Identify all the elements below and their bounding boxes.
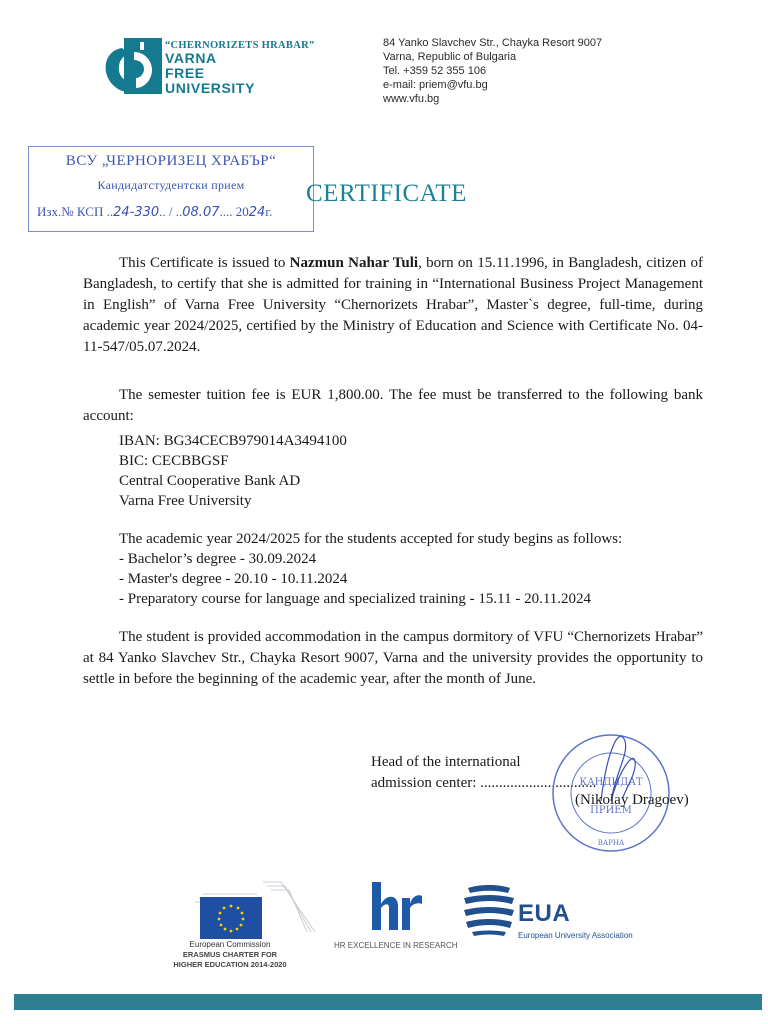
footer-bar xyxy=(14,994,762,1010)
stamp-line2: Кандидатстудентски прием xyxy=(97,178,245,192)
hr-excellence-logo-icon xyxy=(362,878,422,934)
university-name-small: “CHERNORIZETS HRABAR” xyxy=(165,40,315,51)
bank-iban: IBAN: BG34CECB979014A3494100 xyxy=(119,433,347,449)
paragraph1-before: This Certificate is issued to xyxy=(119,255,290,271)
paragraph1-after: , born on 15.11.1996, in Bangladesh, citizen of Bangladesh, to certify that she is admitted for training in “International Business Project Management in English” of Varna Free University “Chernorizets Hrabar”, Master`s degree, full-time, during academic year 2024/2025, certified by the Ministry of Education and Science with Certificate No. 04-11-547/05.07.2024. xyxy=(83,255,704,355)
accommodation-text: The student is provided accommodation in the campus dormitory of VFU “Chernorizets Hrabar” at 84 Yanko Slavchev Str., Chayka Resort 9007, Varna and the university provides the opportunity to settle in before the beginning of the academic year, after the month of June. xyxy=(83,629,703,687)
eua-logo-icon xyxy=(462,882,516,938)
stamp-date: 08.07 xyxy=(182,205,220,220)
ec-name: European Commission xyxy=(189,940,271,949)
registration-stamp xyxy=(28,146,314,232)
eu-flag-icon xyxy=(200,897,262,939)
stamp-year-suffix: г. xyxy=(265,204,273,219)
stamp-line1: ВСУ „ЧЕРНОРИЗЕЦ ХРАБЪР“ xyxy=(65,153,277,169)
contact-phone: Tel. +359 52 355 106 xyxy=(383,65,487,77)
tuition-paragraph xyxy=(83,385,703,427)
signature-label-line1: Head of the international xyxy=(371,754,521,770)
bank-bic: BIC: CECBBGSF xyxy=(119,453,229,469)
round-stamp-mid: ПРИЕМ xyxy=(590,805,632,816)
contact-block xyxy=(383,36,602,106)
ec-text-block xyxy=(160,940,300,970)
university-name xyxy=(165,40,315,96)
student-name: Nazmun Nahar Tuli xyxy=(289,255,419,271)
certificate-paragraph-main xyxy=(83,253,703,358)
bank-name: Central Cooperative Bank AD xyxy=(119,473,301,489)
university-name-line2: FREE xyxy=(165,65,205,81)
tuition-text: The semester tuition fee is EUR 1,800.00. The fee must be transferred to the following bank account: xyxy=(83,387,703,424)
ec-charter-line2: HIGHER EDUCATION 2014-2020 xyxy=(173,960,287,969)
university-logo-icon xyxy=(100,38,162,98)
round-stamp-top: КАНДИДАТ xyxy=(579,777,643,788)
academic-preparatory: - Preparatory course for language and specialized training - 15.11 - 20.11.2024 xyxy=(119,591,592,607)
stamp-year: 24 xyxy=(248,205,266,220)
stamp-prefix: Изх.№ КСП xyxy=(37,204,104,219)
eua-subtitle: European University Association xyxy=(518,931,633,940)
hr-excellence-text: HR EXCELLENCE IN RESEARCH xyxy=(334,941,458,950)
stamp-reg-number: 24-330 xyxy=(113,205,160,220)
eua-wordmark: EUA xyxy=(518,900,571,927)
contact-email: e-mail: priem@vfu.bg xyxy=(383,79,488,91)
signatory-name: (Nikolay Dragoev) xyxy=(575,792,689,808)
academic-bachelor: - Bachelor’s degree - 30.09.2024 xyxy=(119,551,317,567)
academic-master: - Master's degree - 20.10 - 10.11.2024 xyxy=(119,571,348,587)
certificate-title: CERTIFICATE xyxy=(306,180,467,207)
signature-label-line2: admission center: ............................... xyxy=(371,775,597,791)
contact-website: www.vfu.bg xyxy=(383,93,440,105)
contact-country: Varna, Republic of Bulgaria xyxy=(383,51,517,63)
bank-account-holder: Varna Free University xyxy=(119,493,252,509)
stamp-line3: Изх.№ КСП ..24-330.. / ..08.07.... 2024г. xyxy=(37,204,273,220)
stamp-year-prefix: 20 xyxy=(235,204,249,219)
university-name-line3: UNIVERSITY xyxy=(165,80,256,96)
university-name-line1: VARNA xyxy=(165,50,217,66)
accommodation-paragraph xyxy=(83,627,703,690)
contact-address: 84 Yanko Slavchev Str., Chayka Resort 9007 xyxy=(383,37,603,49)
academic-intro: The academic year 2024/2025 for the students accepted for study begins as follows: xyxy=(119,531,623,547)
ec-charter-line1: ERASMUS CHARTER FOR xyxy=(182,950,278,959)
round-stamp-bottom: ВАРНА xyxy=(597,839,625,847)
